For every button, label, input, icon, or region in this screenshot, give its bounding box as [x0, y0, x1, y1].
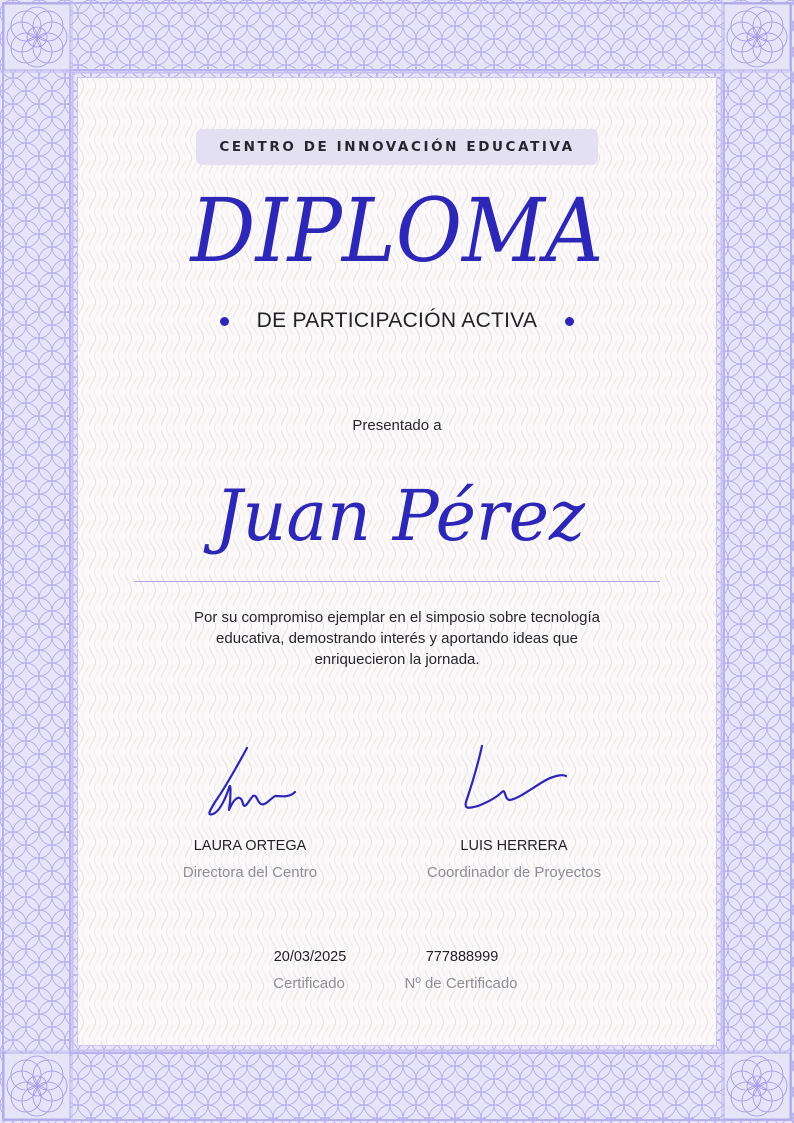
certificate-date-label: Certificado	[273, 975, 345, 992]
signer-name: LAURA ORTEGA	[193, 838, 307, 854]
certificate-number-label: Nº de Certificado	[404, 975, 518, 992]
subtitle-row	[0, 306, 794, 336]
presented-to-label: Presentado a	[352, 417, 442, 434]
bullet-dot-icon	[565, 317, 574, 326]
signature-luis-herrera	[440, 740, 580, 830]
diploma-subtitle: DE PARTICIPACIÓN ACTIVA	[256, 309, 538, 332]
signer-name: LUIS HERRERA	[460, 838, 568, 854]
recipient-name: Juan Pérez	[203, 475, 587, 557]
diploma-title: DIPLOMA	[190, 179, 604, 282]
certificate-description: Por su compromiso ejemplar en el simposio sobre tecnología educativa, demostrando interés y aportando ideas que enriquecieron la jornada.	[193, 609, 601, 668]
recipient-name-graphic	[180, 458, 620, 578]
signer-role: Coordinador de Proyectos	[426, 864, 602, 881]
certificate-number: 777888999	[425, 949, 499, 965]
signer-role: Directora del Centro	[182, 864, 318, 881]
organization-name: CENTRO DE INNOVACIÓN EDUCATIVA	[219, 139, 575, 155]
bullet-dot-icon	[220, 317, 229, 326]
recipient-name-block	[180, 458, 620, 578]
signature-laura-ortega	[195, 740, 335, 830]
certificate-date: 20/03/2025	[273, 949, 347, 965]
organization-badge	[196, 129, 598, 165]
name-underline	[134, 581, 660, 582]
